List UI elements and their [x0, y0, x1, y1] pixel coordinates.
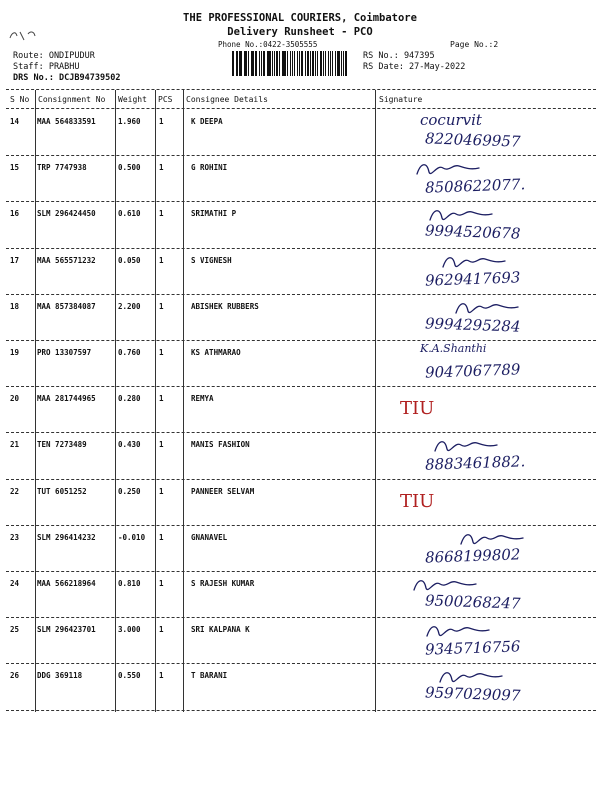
- col-header-weight: Weight: [118, 95, 147, 104]
- rs-date: RS Date: 27-May-2022: [363, 62, 466, 72]
- signature-scribble-icon: [426, 204, 496, 226]
- row-sno: 19: [10, 348, 20, 357]
- row-pcs: 1: [159, 348, 164, 357]
- row-signature-phone: 9994520678: [424, 221, 521, 244]
- row-divider: [6, 432, 596, 433]
- row-sno: 18: [10, 301, 20, 311]
- row-pcs: 1: [159, 532, 164, 542]
- row-consignment-no: MAA 565571232: [37, 255, 96, 265]
- row-sno: 15: [10, 163, 20, 173]
- row-consignee: SRI KALPANA K: [191, 625, 250, 635]
- row-consignment-no: PRO 13307597: [37, 348, 92, 357]
- row-sno: 17: [10, 255, 20, 265]
- row-consignee: K DEEPA: [191, 117, 223, 126]
- row-consignment-no: MAA 281744965: [37, 394, 96, 404]
- table-top-divider: [6, 89, 596, 90]
- row-consignee: GNANAVEL: [191, 532, 228, 542]
- row-sno: 22: [10, 486, 20, 496]
- row-sno: 24: [10, 579, 20, 588]
- row-weight: 0.760: [118, 348, 141, 357]
- row-consignee: G ROHINI: [191, 163, 228, 173]
- row-signature-phone: 8883461882.: [424, 452, 526, 475]
- row-sno: 20: [10, 394, 20, 404]
- col-header-signature: Signature: [379, 95, 423, 104]
- col-header-sno: S No: [10, 95, 30, 104]
- row-consignment-no: SLM 296424450: [37, 209, 96, 219]
- row-signature-phone: 8508622077.: [424, 175, 526, 197]
- row-divider: [6, 663, 596, 664]
- row-pcs: 1: [159, 209, 164, 219]
- row-divider: [6, 710, 596, 711]
- row-sno: 14: [10, 117, 20, 126]
- row-consignee: S RAJESH KUMAR: [191, 579, 255, 588]
- barcode: [232, 51, 348, 76]
- row-consignee: T BARANI: [191, 671, 228, 681]
- row-consignee: SRIMATHI P: [191, 209, 237, 219]
- row-signature-text: TIU: [400, 398, 435, 420]
- row-signature-phone: 9994295284: [424, 314, 521, 336]
- row-signature-phone: 9047067789: [424, 360, 521, 382]
- row-signature-text: K.A.Shanthi: [420, 342, 487, 355]
- column-divider: [115, 90, 116, 712]
- signature-scribble-icon: [413, 158, 483, 180]
- row-weight: 3.000: [118, 625, 141, 635]
- row-signature-phone: 9345716756: [424, 637, 521, 659]
- row-consignment-no: MAA 566218964: [37, 579, 96, 588]
- col-header-consignment: Consignment No: [38, 95, 106, 104]
- runsheet-subtitle: Delivery Runsheet - PCO: [227, 26, 373, 38]
- row-consignee: S VIGNESH: [191, 255, 232, 265]
- pen-mark-icon: [8, 28, 38, 44]
- staff-label: Staff: PRABHU: [13, 62, 80, 72]
- row-signature-text: TIU: [400, 490, 435, 512]
- row-pcs: 1: [159, 163, 164, 173]
- row-consignee: ABISHEK RUBBERS: [191, 301, 259, 311]
- column-divider: [183, 90, 184, 712]
- col-header-pcs: PCS: [158, 95, 173, 104]
- signature-scribble-icon: [410, 574, 480, 596]
- row-divider: [6, 155, 596, 156]
- row-signature-phone: 8220469957: [424, 129, 521, 151]
- row-consignee: MANIS FASHION: [191, 440, 250, 450]
- row-weight: 0.550: [118, 671, 141, 681]
- row-weight: 0.250: [118, 486, 141, 496]
- row-weight: 0.610: [118, 209, 141, 219]
- row-weight: 0.810: [118, 579, 141, 588]
- row-consignment-no: TUT 6051252: [37, 486, 87, 496]
- row-divider: [6, 201, 596, 202]
- row-signature-phone: 9500268247: [424, 591, 521, 613]
- drs-number: DRS No.: DCJB94739502: [13, 73, 121, 83]
- row-divider: [6, 294, 596, 295]
- column-divider: [375, 90, 376, 712]
- row-sno: 25: [10, 625, 20, 635]
- row-sno: 26: [10, 671, 20, 681]
- rs-number: RS No.: 947395: [363, 51, 435, 61]
- signature-scribble-icon: [436, 666, 506, 688]
- row-pcs: 1: [159, 394, 164, 404]
- row-consignment-no: DDG 369118: [37, 671, 83, 681]
- phone-number: Phone No.:0422-3505555: [218, 40, 318, 49]
- row-weight: 0.500: [118, 163, 141, 173]
- row-weight: 0.430: [118, 440, 141, 450]
- row-signature-phone: 8668199802: [424, 545, 521, 567]
- row-pcs: 1: [159, 440, 164, 450]
- row-pcs: 1: [159, 301, 164, 311]
- row-sno: 16: [10, 209, 20, 219]
- row-weight: 2.200: [118, 301, 141, 311]
- row-signature-phone: 9629417693: [424, 267, 521, 290]
- row-divider: [6, 386, 596, 387]
- column-divider: [35, 90, 36, 712]
- row-consignment-no: MAA 857384087: [37, 301, 96, 311]
- row-divider: [6, 525, 596, 526]
- row-pcs: 1: [159, 486, 164, 496]
- row-consignment-no: SLM 296414232: [37, 532, 96, 542]
- row-divider: [6, 340, 596, 341]
- signature-scribble-icon: [431, 435, 501, 457]
- row-pcs: 1: [159, 117, 164, 126]
- route-label: Route: ONDIPUDUR: [13, 51, 95, 61]
- signature-scribble-icon: [457, 528, 527, 550]
- row-divider: [6, 248, 596, 249]
- row-weight: 1.960: [118, 117, 141, 126]
- row-signature-phone: 9597029097: [424, 683, 521, 706]
- column-divider: [155, 90, 156, 712]
- row-weight: -0.010: [118, 532, 146, 542]
- row-pcs: 1: [159, 671, 164, 681]
- row-pcs: 1: [159, 579, 164, 588]
- row-sno: 21: [10, 440, 20, 450]
- company-title: THE PROFESSIONAL COURIERS, Coimbatore: [183, 12, 417, 24]
- signature-scribble-icon: [439, 251, 509, 273]
- row-pcs: 1: [159, 255, 164, 265]
- row-consignment-no: TRP 7747938: [37, 163, 87, 173]
- row-consignment-no: TEN 7273489: [37, 440, 87, 450]
- col-header-consignee: Consignee Details: [186, 95, 268, 104]
- row-consignee: KS ATHMARAO: [191, 348, 241, 357]
- row-consignee: REMYA: [191, 394, 214, 404]
- row-signature-text: cocurvit: [420, 111, 482, 129]
- row-divider: [6, 479, 596, 480]
- row-divider: [6, 571, 596, 572]
- row-divider: [6, 617, 596, 618]
- row-consignment-no: SLM 296423701: [37, 625, 96, 635]
- page-number: Page No.:2: [450, 40, 499, 49]
- row-weight: 0.280: [118, 394, 141, 404]
- row-sno: 23: [10, 532, 20, 542]
- header-divider: [6, 108, 596, 109]
- signature-scribble-icon: [452, 297, 522, 319]
- row-consignment-no: MAA 564833591: [37, 117, 96, 126]
- row-weight: 0.050: [118, 255, 141, 265]
- row-consignee: PANNEER SELVAM: [191, 486, 255, 496]
- row-pcs: 1: [159, 625, 164, 635]
- signature-scribble-icon: [423, 620, 493, 642]
